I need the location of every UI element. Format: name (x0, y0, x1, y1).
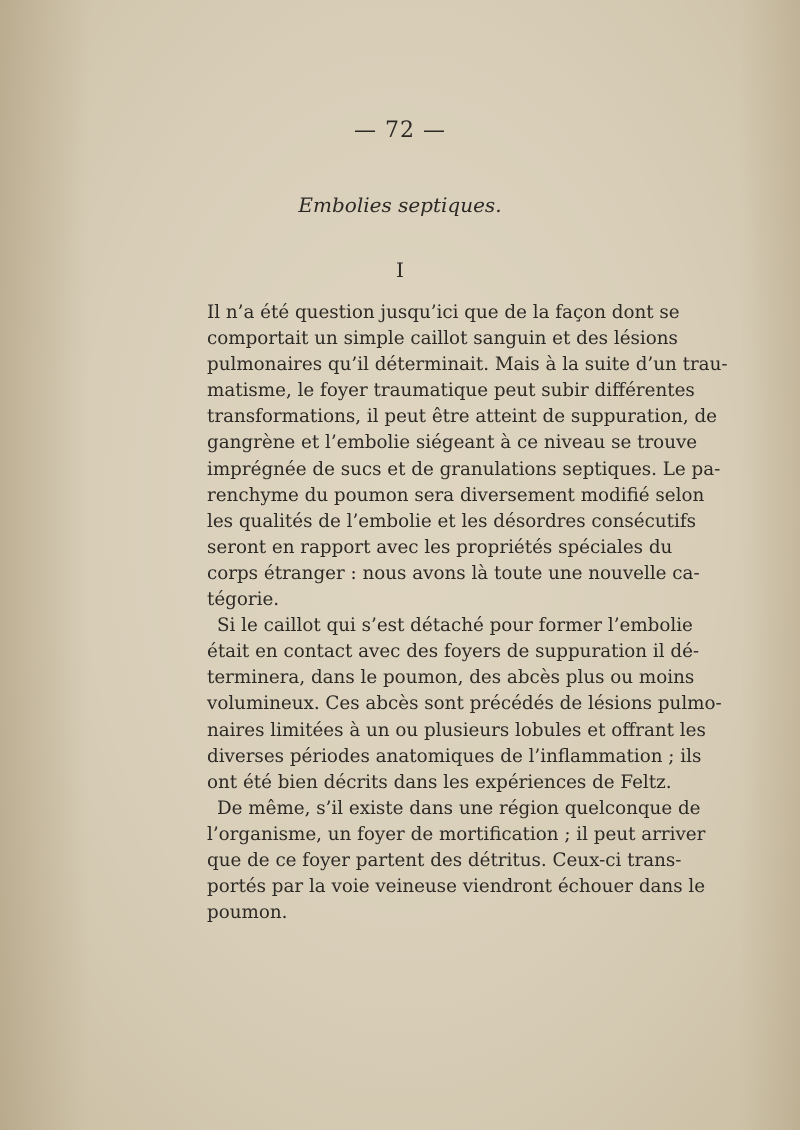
text-line: terminera, dans le poumon, des abcès plus ou moins (207, 667, 695, 689)
text-line: pulmonaires qu’il déterminait. Mais à la suite d’un trau- (207, 354, 728, 376)
text-line: naires limitées à un ou plusieurs lobules et offrant les (207, 719, 706, 741)
text-line: volumineux. Ces abcès sont précédés de lésions pulmo- (207, 693, 722, 715)
text-line: était en contact avec des foyers de suppuration il dé- (207, 641, 700, 663)
text-line: poumon. (207, 902, 288, 924)
text-line: gangrène et l’embolie siégeant à ce niveau se trouve (207, 432, 698, 454)
page-shadow-left (0, 0, 90, 1130)
text-line: De même, s’il existe dans une région quelconque de (217, 797, 701, 819)
text-line: Si le caillot qui s’est détaché pour former l’embolie (217, 615, 693, 637)
text-line: imprégnée de sucs et de granulations septiques. Le pa- (207, 458, 721, 480)
text-line: comportait un simple caillot sanguin et des lésions (207, 328, 678, 350)
text-line: renchyme du poumon sera diversement modifié selon (207, 484, 705, 506)
text-line: Il n’a été question jusqu’ici que de la façon dont se (207, 302, 680, 323)
text-line: diverses périodes anatomiques de l’inflammation ; ils (207, 745, 702, 767)
text-line: transformations, il peut être atteint de suppuration, de (207, 406, 717, 428)
text-line: que de ce foyer partent des détritus. Ceux-ci trans- (207, 849, 682, 871)
text-line: seront en rapport avec les propriétés spéciales du (207, 536, 673, 558)
text-line: corps étranger : nous avons là toute une nouvelle ca- (207, 562, 700, 584)
text-line: les qualités de l’embolie et les désordres consécutifs (207, 510, 696, 532)
section-number: I (396, 258, 404, 282)
body-text (207, 300, 728, 926)
text-line: l’organisme, un foyer de mortification ; il peut arriver (207, 823, 706, 845)
text-line: matisme, le foyer traumatique peut subir différentes (207, 380, 695, 402)
text-line: portés par la voie veineuse viendront échouer dans le (207, 876, 706, 898)
text-line: tégorie. (207, 589, 280, 611)
page-number: — 72 — (354, 118, 446, 143)
section-title: Embolies septiques. (298, 193, 502, 217)
page-shadow-right (740, 0, 800, 1130)
text-line: ont été bien décrits dans les expériences de Feltz. (207, 771, 672, 793)
